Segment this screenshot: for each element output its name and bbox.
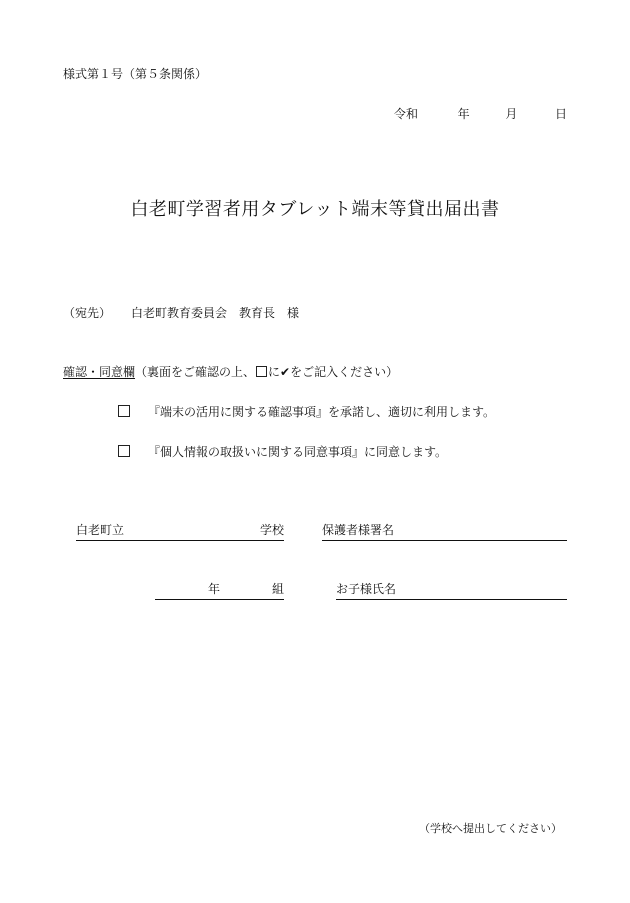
- date-month-label: 月: [505, 107, 518, 121]
- addressee-recipient: 白老町教育委員会 教育長 様: [131, 306, 300, 320]
- consent-item-text: 『個人情報の取扱いに関する同意事項』に同意します。: [148, 445, 448, 459]
- school-name-field[interactable]: [76, 524, 284, 541]
- consent-instruction: （裏面をご確認の上、: [135, 365, 256, 379]
- school-prefix: 白老町立: [76, 523, 125, 537]
- date-year-label: 年: [457, 107, 470, 121]
- consent-checkbox-2[interactable]: [118, 445, 130, 457]
- class-label: 組: [271, 582, 284, 596]
- footer-note: （学校へ提出してください）: [419, 822, 562, 835]
- consent-heading: [63, 366, 398, 378]
- consent-label: 確認・同意欄: [63, 365, 136, 379]
- child-name-field[interactable]: [336, 583, 567, 600]
- checkbox-sample-icon: [256, 366, 267, 377]
- guardian-signature-field[interactable]: [322, 524, 567, 541]
- date-era: 令和: [393, 107, 418, 121]
- school-suffix: 学校: [259, 523, 284, 537]
- addressee-prefix: （宛先）: [63, 306, 112, 320]
- grade-class-field[interactable]: [155, 583, 284, 600]
- consent-item: [118, 405, 495, 418]
- consent-instruction-mark: に✔をご記入ください）: [268, 365, 399, 379]
- consent-item: [118, 445, 447, 458]
- consent-checkbox-1[interactable]: [118, 405, 130, 417]
- form-number: 様式第１号（第５条関係）: [63, 67, 208, 81]
- guardian-label: 保護者様署名: [322, 523, 395, 537]
- date-line: [394, 108, 567, 120]
- consent-item-text: 『端末の活用に関する確認事項』を承諾し、適切に利用します。: [148, 405, 496, 419]
- addressee: [63, 307, 299, 319]
- document-title: 白老町学習者用タブレット端末等貸出届出書: [130, 199, 500, 220]
- grade-label: 年: [208, 582, 221, 596]
- date-day-label: 日: [554, 107, 567, 121]
- child-label: お子様氏名: [336, 582, 397, 596]
